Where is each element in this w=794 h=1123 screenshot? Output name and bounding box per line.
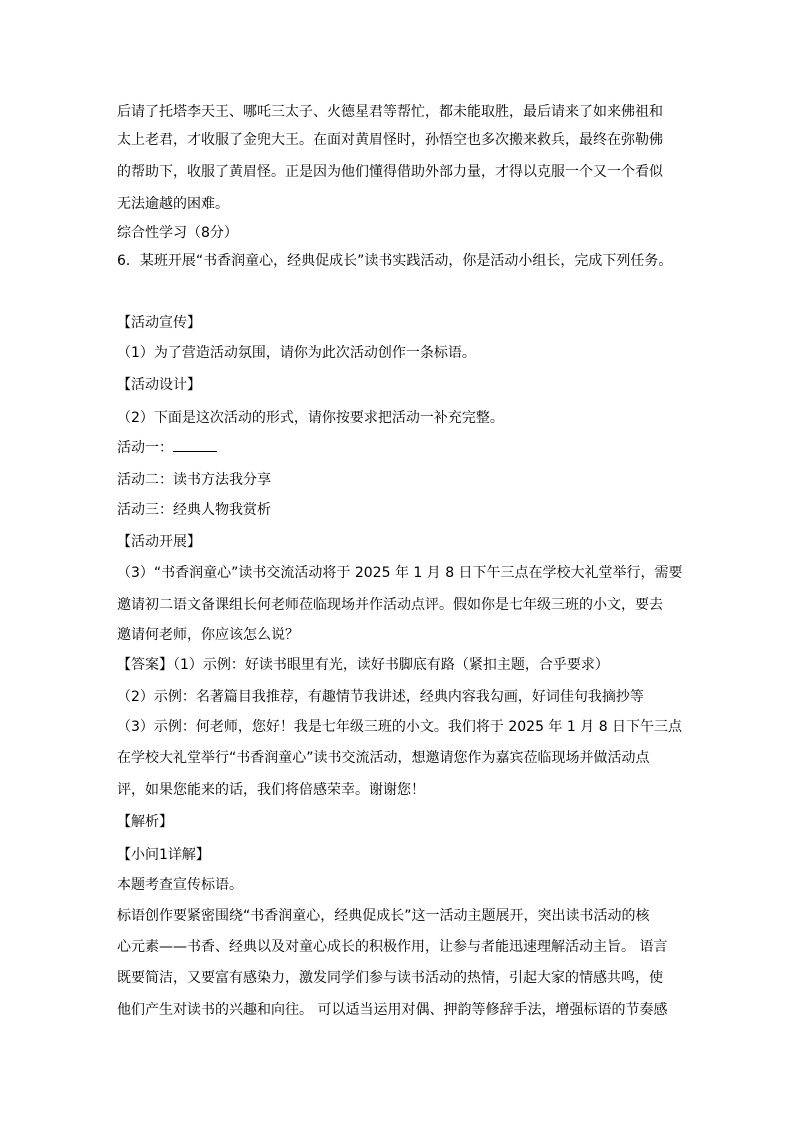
analysis-heading: 【解析】 <box>117 814 173 830</box>
activity-2: 活动二：读书方法我分享 <box>117 472 271 488</box>
answer-line: 评，如果您能来的话，我们将倍感荣幸。谢谢您！ <box>117 782 425 798</box>
passage-line: 太上老君，才收服了金兜大王。在面对黄眉怪时，孙悟空也多次搬来救兵，最终在弥勒佛 <box>117 132 663 148</box>
answer-line: 【答案】（1）示例：好读书眼里有光，读好书脚底有路（紧扣主题，合乎要求） <box>117 657 609 673</box>
analysis-line: 本题考查宣传标语。 <box>117 877 243 893</box>
answer-line: 在学校大礼堂举行“书香润童心”读书交流活动，想邀请您作为嘉宾莅临现场并做活动点 <box>117 750 650 766</box>
conduct-line: （3）“书香润童心”读书交流活动将于 2025 年 1 月 8 日下午三点在学校大礼堂举行，需要 <box>117 565 683 581</box>
passage-line: 后请了托塔李天王、哪吒三太子、火德星君等帮忙，都未能取胜，最后请来了如来佛祖和 <box>117 104 663 120</box>
activity-1-label: 活动一： <box>117 440 173 456</box>
question-stem: 6．某班开展“书香润童心，经典促成长”读书实践活动，你是活动小组长，完成下列任务。 <box>117 253 673 269</box>
passage-line: 无法逾越的困难。 <box>117 196 229 212</box>
analysis-line: 心元素——书香、经典以及对童心成长的积极作用，让参与者能迅速理解活动主旨。 语言 <box>117 939 668 955</box>
answer-line: （2）示例：名著篇目我推荐，有趣情节我讲述，经典内容我勾画，好词佳句我摘抄等 <box>117 689 644 705</box>
conduct-line: 邀请何老师，你应该怎么说？ <box>117 627 299 643</box>
activity-1 <box>117 439 217 457</box>
answer-line: （3）示例：何老师，您好！我是七年级三班的小文。我们将于 2025 年 1 月 8 日下午三点 <box>117 719 683 735</box>
analysis-line: 他们产生对读书的兴趣和向往。 可以适当运用对偶、押韵等修辞手法，增强标语的节奏感 <box>117 1002 668 1018</box>
promo-heading: 【活动宣传】 <box>117 315 201 331</box>
promo-task: （1）为了营造活动氛围，请你为此次活动创作一条标语。 <box>117 345 476 361</box>
analysis-line: 既要简洁，又要富有感染力，激发同学们参与读书活动的热情，引起大家的情感共鸣，使 <box>117 970 663 986</box>
passage-line: 的帮助下，收服了黄眉怪。正是因为他们懂得借助外部力量，才得以克服一个又一个看似 <box>117 164 663 180</box>
conduct-line: 邀请初二语文备课组长何老师莅临现场并作活动点评。假如你是七年级三班的小文，要去 <box>117 597 663 613</box>
activity-3: 活动三：经典人物我赏析 <box>117 502 271 518</box>
section-title: 综合性学习（8分） <box>117 225 238 241</box>
analysis-line: 标语创作要紧密围绕“书香润童心，经典促成长”这一活动主题展开，突出读书活动的核 <box>117 908 650 924</box>
design-task: （2）下面是这次活动的形式，请你按要求把活动一补充完整。 <box>117 410 504 426</box>
analysis-subheading: 【小问1详解】 <box>117 847 210 863</box>
conduct-heading: 【活动开展】 <box>117 534 201 550</box>
design-heading: 【活动设计】 <box>117 377 201 393</box>
answer-blank <box>173 439 217 452</box>
